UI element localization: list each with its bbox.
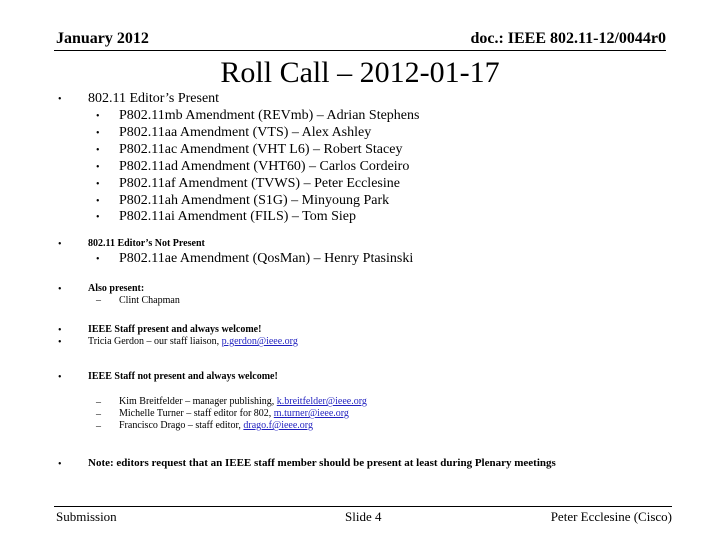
bullet-icon: •: [96, 162, 100, 173]
staff-member: [119, 408, 349, 419]
staff-liaison: [88, 336, 298, 347]
bullet-icon: •: [96, 254, 100, 265]
footer-rule: [54, 506, 672, 507]
header-rule: [54, 50, 666, 51]
bullet-icon: •: [58, 337, 62, 348]
also-present-item: Clint Chapman: [119, 295, 180, 306]
note-text: Note: editors request that an IEEE staff member should be present at least during Plenary meetings: [88, 457, 556, 469]
present-heading: 802.11 Editor’s Present: [88, 91, 220, 106]
not-present-item: P802.11ae Amendment (QosMan) – Henry Ptasinski: [119, 251, 414, 266]
staff-member-text: Kim Breitfelder – manager publishing,: [119, 396, 277, 407]
staff-member-text: Michelle Turner – staff editor for 802,: [119, 408, 274, 419]
bullet-icon: •: [58, 372, 62, 383]
present-item: P802.11ad Amendment (VHT60) – Carlos Cordeiro: [119, 159, 410, 174]
header-doc-id: doc.: IEEE 802.11-12/0044r0: [470, 30, 666, 47]
bullet-icon: •: [96, 128, 100, 139]
staff-member: [119, 420, 313, 431]
footer-submission: Submission: [56, 509, 117, 524]
bullet-icon: •: [58, 284, 62, 295]
present-item: P802.11mb Amendment (REVmb) – Adrian Stephens: [119, 108, 420, 123]
footer-slide-number: Slide 4: [345, 509, 382, 524]
bullet-icon: •: [96, 196, 100, 207]
present-item: P802.11ai Amendment (FILS) – Tom Siep: [119, 209, 357, 224]
dash-icon: –: [96, 421, 101, 432]
header-date: January 2012: [56, 30, 149, 47]
staff-email-link[interactable]: k.breitfelder@ieee.org: [276, 396, 367, 407]
present-item: P802.11ac Amendment (VHT L6) – Robert Stacey: [119, 142, 403, 157]
slide-title: Roll Call – 2012-01-17: [220, 56, 500, 89]
staff-present-heading: IEEE Staff present and always welcome!: [88, 324, 262, 335]
bullet-icon: •: [96, 179, 100, 190]
dash-icon: –: [96, 295, 101, 306]
dash-icon: –: [96, 409, 101, 420]
dash-icon: –: [96, 397, 101, 408]
present-item: P802.11af Amendment (TVWS) – Peter Ecclesine: [119, 176, 400, 191]
bullet-icon: •: [58, 239, 62, 250]
staff-member: [119, 396, 367, 407]
bullet-icon: •: [58, 94, 62, 105]
staff-liaison-text: Tricia Gerdon – our staff liaison,: [88, 336, 222, 347]
staff-member-text: Francisco Drago – staff editor,: [119, 420, 244, 431]
bullet-icon: •: [96, 212, 100, 223]
staff-liaison-email-link[interactable]: p.gerdon@ieee.org: [221, 336, 298, 347]
present-item: P802.11aa Amendment (VTS) – Alex Ashley: [119, 125, 372, 140]
bullet-icon: •: [58, 459, 62, 470]
staff-email-link[interactable]: m.turner@ieee.org: [273, 408, 349, 419]
staff-not-present-heading: IEEE Staff not present and always welcome!: [88, 371, 278, 382]
footer-author: Peter Ecclesine (Cisco): [550, 509, 672, 524]
bullet-icon: •: [96, 145, 100, 156]
staff-email-link[interactable]: drago.f@ieee.org: [243, 420, 313, 431]
bullet-icon: •: [58, 325, 62, 336]
bullet-icon: •: [96, 111, 100, 122]
also-present-heading: Also present:: [88, 283, 145, 294]
not-present-heading: 802.11 Editor’s Not Present: [88, 238, 205, 249]
present-item: P802.11ah Amendment (S1G) – Minyoung Park: [119, 193, 390, 208]
